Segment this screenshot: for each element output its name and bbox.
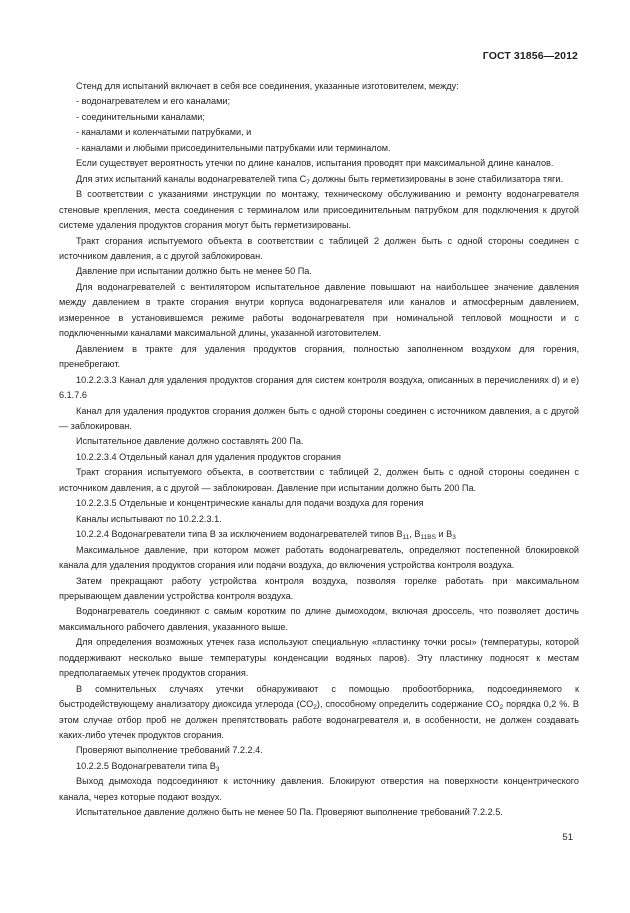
paragraph: Проверяют выполнение требований 7.2.2.4. xyxy=(76,745,263,756)
paragraph: Максимальное давление, при котором может работать водонагреватель, определяют постепенной блокировкой канала для удаления продуктов сгорания или подачи воздуха, до включения устройства контроля воздуха. xyxy=(59,544,579,571)
clause-heading: 10.2.2.5 Водонагреватели типа $B_3$ xyxy=(76,760,220,773)
list-item: - водонагревателем и его каналами; xyxy=(76,96,230,107)
list-item: - соединительными каналами; xyxy=(76,111,205,122)
list-item: - каналами и коленчатыми патрубками, и xyxy=(76,127,252,138)
clause-heading: 10.2.2.3.3 Канал для удаления продуктов сгорания для систем контроля воздуха, описанных в перечислениях d) и e) 6.1.7.6 xyxy=(59,374,579,401)
paragraph: Тракт сгорания испытуемого объекта в соответствии с таблицей 2 должен быть с одной стороны соединен с источником давления, а с другой заблокирован. xyxy=(59,235,579,261)
list-item: - каналами и любыми присоединительными патрубками или терминалом. xyxy=(76,142,391,153)
paragraph: Для водонагревателей с вентилятором испытательное давление повышают на наибольшее значение давления между давлением в тракте сгорания внутри корпуса водонагревателя или каналов и атмосферным давлением, измеренное в установившемся режиме работы водонагревателя при номинальной тепловой мощности и с подключенными каналами максимальной длины, указанной изготовителем. xyxy=(59,281,579,339)
paragraph: Для этих испытаний каналы водонагревателей типа $C_7$ должны быть герметизированы в зоне стабилизатора тяги. xyxy=(76,173,563,186)
clause-heading: 10.2.2.3.4 Отдельный канал для удаления продуктов сгорания xyxy=(76,451,341,462)
paragraph: Выход дымохода подсоединяют к источнику давления. Блокируют отверстия на поверхности концентрического канала, через которые подают воздух. xyxy=(59,776,579,802)
paragraph: В сомнительных случаях утечки обнаруживают с помощью пробоотборника, подсоединяемого к быстродействующему анализатору диоксида углерода $(CO_2)$, способному определить содержание $CO_2$ порядка 0,2 %. В этом случае отбор проб не должен препятствовать работе водонагревателя и, в особенности, не должен создавать каких-либо утечек продуктов сгорания. xyxy=(59,683,579,741)
document-body xyxy=(59,79,579,821)
clause-heading: 10.2.2.4 Водонагреватели типа B за исключением водонагревателей типов $B_{11}$, $B_{11BS}$ и $B_3$ xyxy=(76,529,456,542)
paragraph: В соответствии с указаниями инструкции по монтажу, техническому обслуживанию и ремонту водонагревателя стеновые крепления, места соединения с терминалом или присоединительным патрубком для подключения к другой системе удаления продуктов сгорания могут быть герметизированы. xyxy=(59,189,579,231)
clause-heading: 10.2.2.3.5 Отдельные и концентрические каналы для подачи воздуха для горения xyxy=(76,498,424,509)
paragraph: Канал для удаления продуктов сгорания должен быть с одной стороны соединен с источником давления, а с другой — заблокирован. xyxy=(59,405,579,431)
page-number: 51 xyxy=(562,832,573,843)
paragraph: Давление при испытании должно быть не менее 50 Па. xyxy=(76,266,312,277)
paragraph: Затем прекращают работу устройства контроля воздуха, позволяя горелке работать при максимальном прерывающем давлении устройства контроля воздуха. xyxy=(59,575,579,601)
paragraph: Стенд для испытаний включает в себя все соединения, указанные изготовителем, между: xyxy=(76,81,459,91)
paragraph: Испытательное давление должно составлять 200 Па. xyxy=(76,436,304,447)
paragraph: Если существует вероятность утечки по длине каналов, испытания проводят при максимальной длине каналов. xyxy=(76,158,554,169)
paragraph: Для определения возможных утечек газа используют специальную «пластинку точки росы» (температуры, которой поддерживают несколько выше температуры конденсации водяных паров). Эту пластинку подносят к местам предполагаемых утечек продуктов сгорания. xyxy=(59,637,579,679)
paragraph: Испытательное давление должно быть не менее 50 Па. Проверяют выполнение требований 7.2.2.5. xyxy=(76,807,503,818)
document-code-header: ГОСТ 31856—2012 xyxy=(482,50,578,62)
paragraph: Тракт сгорания испытуемого объекта, в соответствии с таблицей 2, должен быть с одной стороны соединен с источником давления, а с другой — заблокирован. Давление при испытании должно быть 200 Па. xyxy=(59,467,579,493)
paragraph: Каналы испытывают по 10.2.2.3.1. xyxy=(76,513,222,524)
paragraph: Давлением в тракте для удаления продуктов сгорания, полностью заполненном воздухом для горения, пренебрегают. xyxy=(59,343,579,370)
paragraph: Водонагреватель соединяют с самым коротким по длине дымоходом, включая дроссель, что позволяет достичь максимального рабочего давления, указанного выше. xyxy=(59,606,579,632)
